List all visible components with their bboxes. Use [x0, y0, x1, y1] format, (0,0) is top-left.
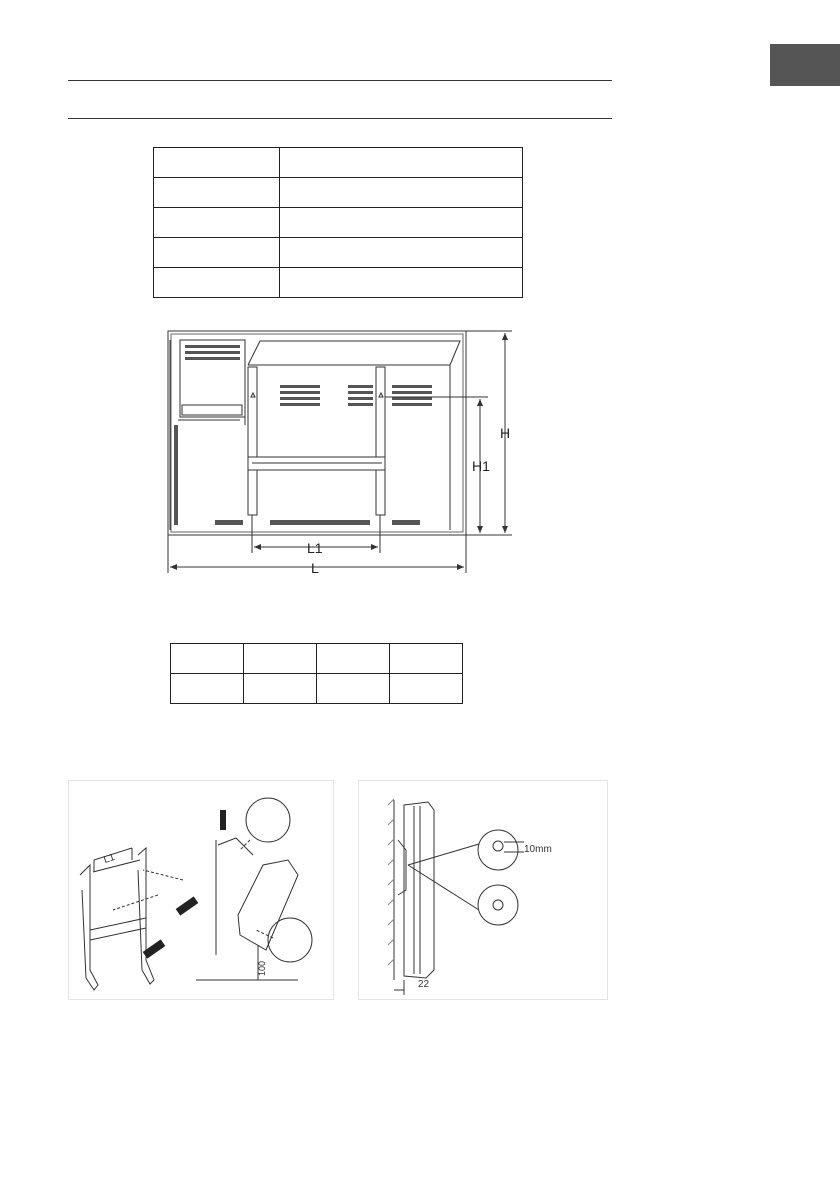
spec-value — [280, 238, 523, 268]
table-cell — [244, 674, 317, 704]
table-row — [171, 674, 463, 704]
table-row — [154, 148, 523, 178]
table-row — [154, 208, 523, 238]
hole-offset-label: 10mm — [524, 844, 552, 855]
table-row — [154, 238, 523, 268]
heater-rear-view-diagram — [160, 325, 530, 580]
table-header-cell — [244, 644, 317, 674]
spec-key — [154, 178, 280, 208]
bracket-installation-diagram — [68, 780, 332, 998]
table-header-cell — [171, 644, 244, 674]
dimension-label-l1: L1 — [307, 540, 323, 556]
wall-gap-label: 22 — [418, 979, 430, 990]
table-cell — [171, 674, 244, 704]
spec-key — [154, 268, 280, 298]
bracket-label-l1: L1 — [102, 852, 117, 866]
dimension-table — [170, 643, 463, 704]
language-tab — [770, 44, 840, 86]
wall-mount-side-diagram — [358, 780, 606, 998]
dimension-label-h1: H1 — [472, 458, 490, 474]
table-cell — [390, 674, 463, 704]
floor-clearance-label: 100 — [257, 960, 267, 976]
spec-key — [154, 238, 280, 268]
spec-key — [154, 148, 280, 178]
dimension-label-h: H — [500, 425, 511, 441]
spec-value — [280, 148, 523, 178]
spec-key — [154, 208, 280, 238]
table-header-cell — [390, 644, 463, 674]
table-row — [154, 178, 523, 208]
spec-value — [280, 178, 523, 208]
table-header-cell — [317, 644, 390, 674]
spec-value — [280, 268, 523, 298]
table-row — [154, 268, 523, 298]
spec-value — [280, 208, 523, 238]
table-row — [171, 644, 463, 674]
header-rule-top — [68, 80, 612, 81]
specification-table — [153, 147, 523, 298]
dimension-label-l: L — [311, 560, 319, 576]
table-cell — [317, 674, 390, 704]
header-rule-bottom — [68, 118, 612, 119]
